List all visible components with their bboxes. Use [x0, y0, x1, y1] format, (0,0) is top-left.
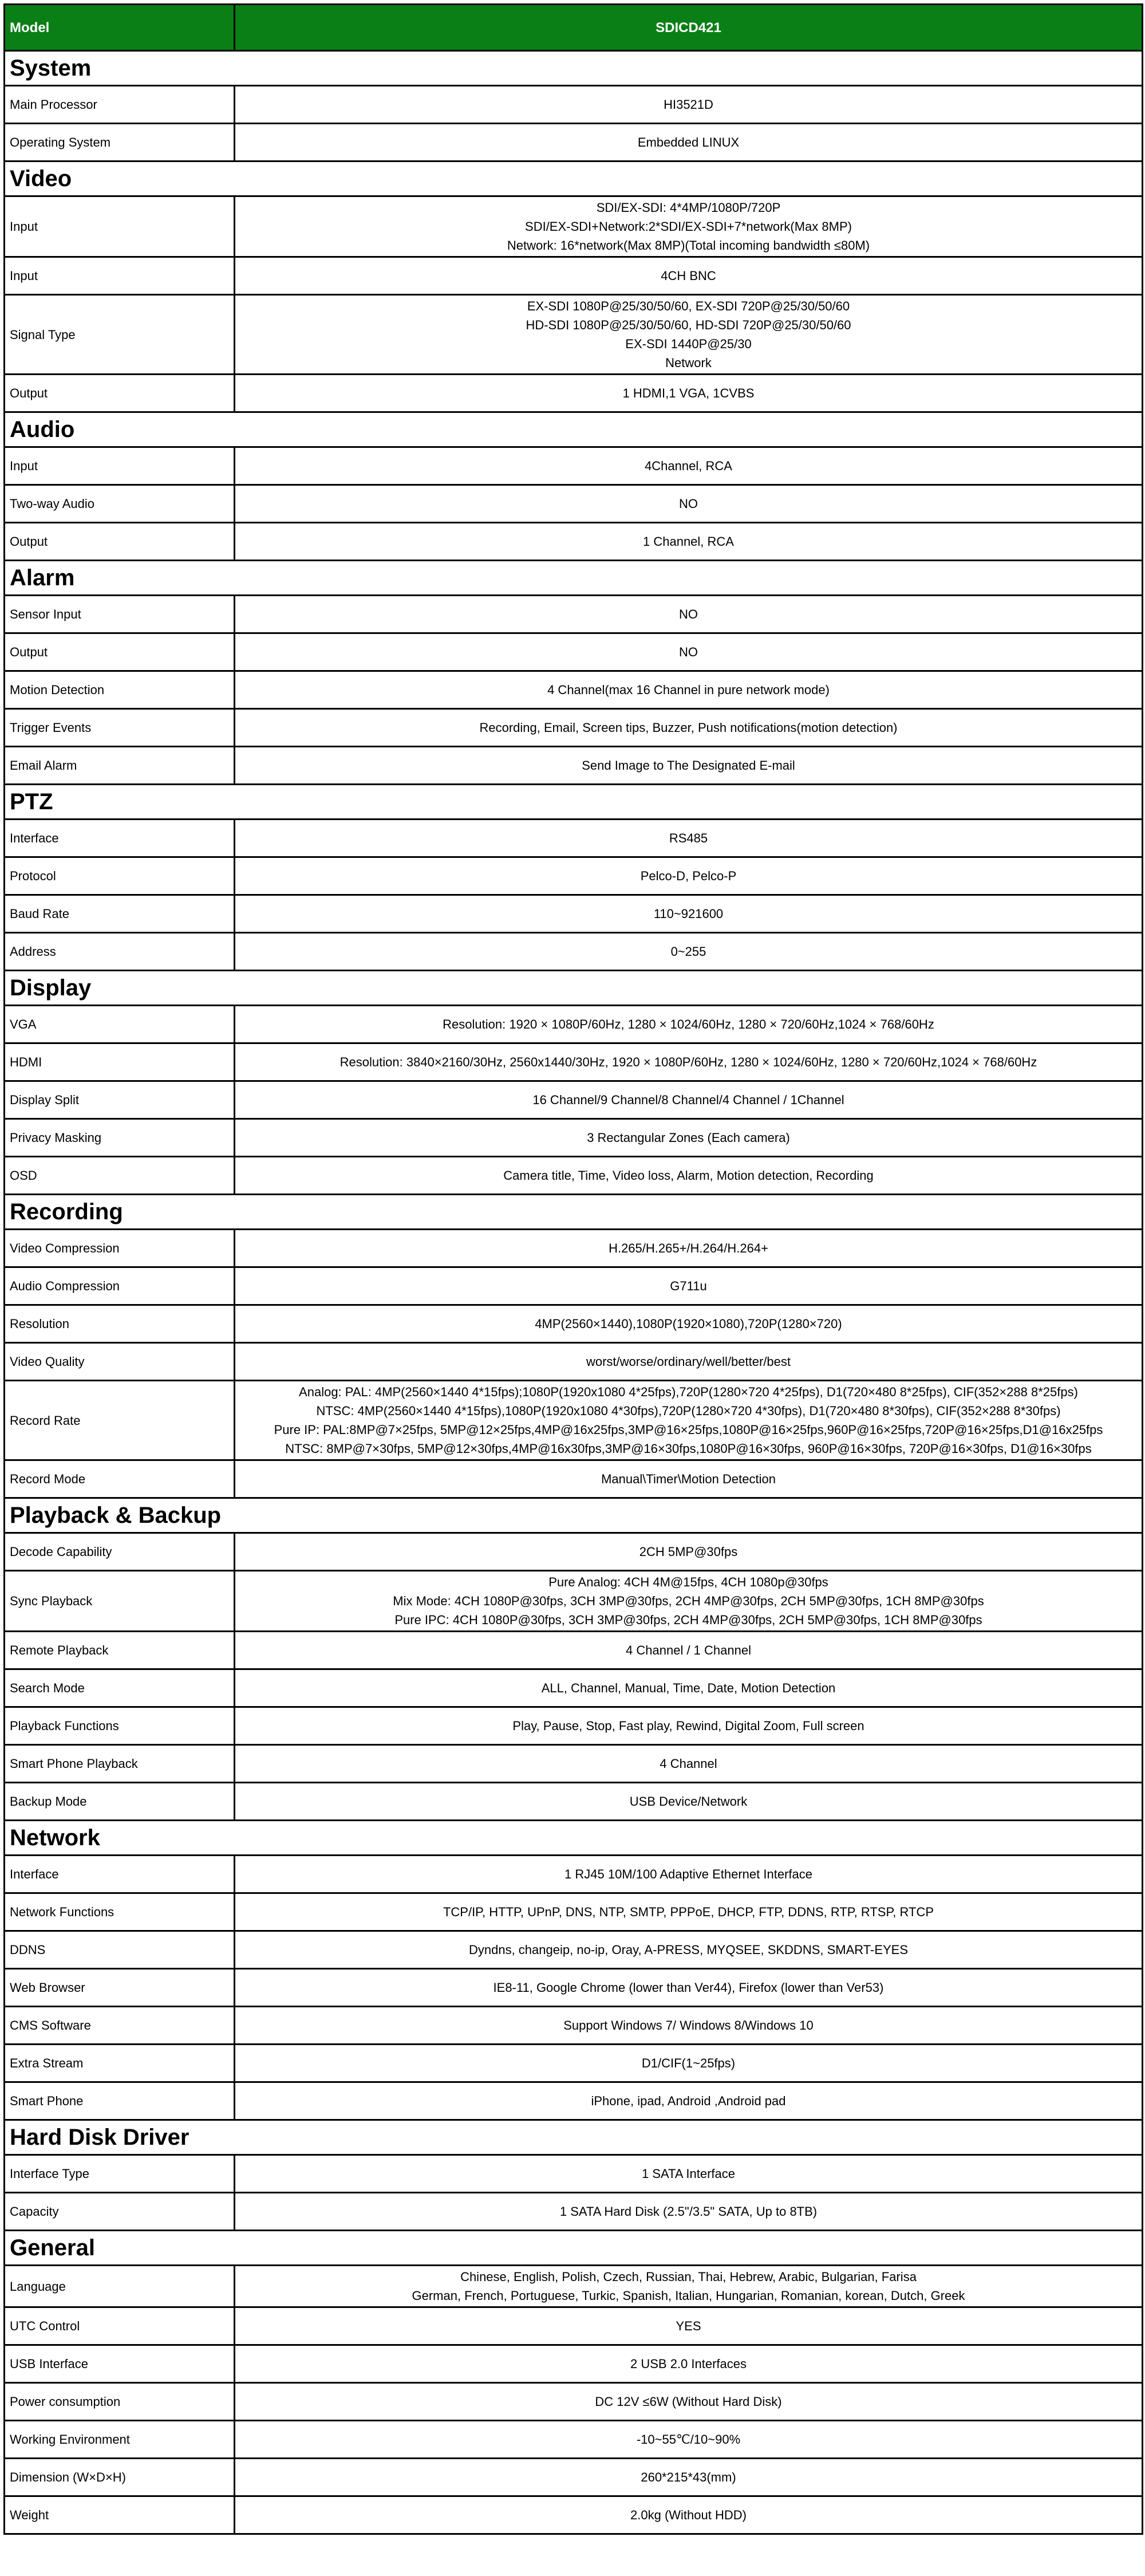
spec-value: Play, Pause, Stop, Fast play, Rewind, Digital Zoom, Full screen — [235, 1707, 1143, 1745]
spec-label: Web Browser — [5, 1969, 235, 2007]
table-row — [5, 257, 1143, 295]
spec-label: Working Environment — [5, 2421, 235, 2459]
spec-label: Remote Playback — [5, 1632, 235, 1669]
table-row — [5, 523, 1143, 561]
spec-label: Interface — [5, 1856, 235, 1893]
spec-label: Operating System — [5, 124, 235, 162]
spec-value: Resolution: 1920 × 1080P/60Hz, 1280 × 1024/60Hz, 1280 × 720/60Hz,1024 × 768/60Hz — [235, 1006, 1143, 1043]
table-row — [5, 596, 1143, 633]
spec-label: Capacity — [5, 2193, 235, 2231]
section-title: Network — [5, 1821, 1143, 1856]
spec-value: D1/CIF(1~25fps) — [235, 2045, 1143, 2082]
spec-label: Trigger Events — [5, 709, 235, 747]
spec-label: Power consumption — [5, 2383, 235, 2421]
table-header-row — [5, 5, 1143, 51]
spec-label: Two-way Audio — [5, 485, 235, 523]
spec-label: Resolution — [5, 1305, 235, 1343]
spec-label: Audio Compression — [5, 1267, 235, 1305]
table-row — [5, 1305, 1143, 1343]
spec-label: Output — [5, 375, 235, 412]
spec-label: Motion Detection — [5, 671, 235, 709]
spec-label: Signal Type — [5, 295, 235, 375]
spec-value: 3 Rectangular Zones (Each camera) — [235, 1119, 1143, 1157]
spec-value: Recording, Email, Screen tips, Buzzer, Push notifications(motion detection) — [235, 709, 1143, 747]
table-row — [5, 1969, 1143, 2007]
spec-value: 1 HDMI,1 VGA, 1CVBS — [235, 375, 1143, 412]
table-row — [5, 2007, 1143, 2045]
table-row — [5, 820, 1143, 857]
section-heading-row — [5, 785, 1143, 820]
spec-value: EX-SDI 1080P@25/30/50/60, EX-SDI 720P@25/30/50/60 HD-SDI 1080P@25/30/50/60, HD-SDI 720P@25/30/50/60 EX-SDI 1440P@25/30 Network — [235, 295, 1143, 375]
spec-label: Interface Type — [5, 2155, 235, 2193]
spec-label: Sensor Input — [5, 596, 235, 633]
spec-label: Input — [5, 196, 235, 257]
table-row — [5, 1381, 1143, 1460]
table-row — [5, 86, 1143, 124]
table-row — [5, 1632, 1143, 1669]
spec-label: Decode Capability — [5, 1533, 235, 1571]
table-row — [5, 124, 1143, 162]
table-row — [5, 1707, 1143, 1745]
spec-label: Dimension (W×D×H) — [5, 2459, 235, 2496]
table-row — [5, 857, 1143, 895]
table-row — [5, 2266, 1143, 2307]
table-row — [5, 2193, 1143, 2231]
spec-value: G711u — [235, 1267, 1143, 1305]
spec-value: 4 Channel / 1 Channel — [235, 1632, 1143, 1669]
spec-label: Playback Functions — [5, 1707, 235, 1745]
spec-label: Record Rate — [5, 1381, 235, 1460]
table-row — [5, 295, 1143, 375]
section-heading-row — [5, 1821, 1143, 1856]
spec-value: 2 USB 2.0 Interfaces — [235, 2345, 1143, 2383]
spec-label: Input — [5, 257, 235, 295]
spec-label: Main Processor — [5, 86, 235, 124]
table-row — [5, 895, 1143, 933]
spec-value: 4 Channel — [235, 1745, 1143, 1783]
table-row — [5, 2496, 1143, 2534]
spec-value: USB Device/Network — [235, 1783, 1143, 1821]
spec-value: 110~921600 — [235, 895, 1143, 933]
section-title: General — [5, 2231, 1143, 2266]
table-row — [5, 196, 1143, 257]
table-row — [5, 1571, 1143, 1632]
table-row — [5, 2345, 1143, 2383]
table-row — [5, 933, 1143, 971]
table-row — [5, 1931, 1143, 1969]
table-row — [5, 747, 1143, 785]
spec-value: TCP/IP, HTTP, UPnP, DNS, NTP, SMTP, PPPoE, DHCP, FTP, DDNS, RTP, RTSP, RTCP — [235, 1893, 1143, 1931]
section-heading-row — [5, 971, 1143, 1006]
table-row — [5, 1745, 1143, 1783]
spec-label: OSD — [5, 1157, 235, 1195]
spec-label: Input — [5, 447, 235, 485]
table-row — [5, 1230, 1143, 1267]
table-row — [5, 1893, 1143, 1931]
spec-label: VGA — [5, 1006, 235, 1043]
spec-value: Resolution: 3840×2160/30Hz, 2560x1440/30Hz, 1920 × 1080P/60Hz, 1280 × 1024/60Hz, 1280 × 720/60Hz,1024 × 768/60Hz — [235, 1043, 1143, 1081]
section-title: Display — [5, 971, 1143, 1006]
section-heading-row — [5, 561, 1143, 596]
spec-label: Output — [5, 633, 235, 671]
spec-value: NO — [235, 596, 1143, 633]
spec-value: IE8-11, Google Chrome (lower than Ver44), Firefox (lower than Ver53) — [235, 1969, 1143, 2007]
spec-value: 260*215*43(mm) — [235, 2459, 1143, 2496]
spec-label: Video Compression — [5, 1230, 235, 1267]
spec-value: Embedded LINUX — [235, 124, 1143, 162]
table-row — [5, 485, 1143, 523]
spec-value: 1 SATA Interface — [235, 2155, 1143, 2193]
spec-value: 0~255 — [235, 933, 1143, 971]
section-heading-row — [5, 2120, 1143, 2155]
table-row — [5, 375, 1143, 412]
table-row — [5, 1343, 1143, 1381]
spec-value: 4 Channel(max 16 Channel in pure network mode) — [235, 671, 1143, 709]
spec-label: Output — [5, 523, 235, 561]
section-title: Recording — [5, 1195, 1143, 1230]
table-row — [5, 633, 1143, 671]
section-title: Hard Disk Driver — [5, 2120, 1143, 2155]
section-heading-row — [5, 162, 1143, 196]
spec-label: Sync Playback — [5, 1571, 235, 1632]
table-row — [5, 1081, 1143, 1119]
spec-label: Address — [5, 933, 235, 971]
spec-value: Analog: PAL: 4MP(2560×1440 4*15fps);1080P(1920x1080 4*25fps),720P(1280×720 4*25fps), D1(720×480 8*25fps), CIF(352×288 8*25fps) NTSC: 4MP(2560×1440 4*15fps),1080P(1920x1080 4*30fps),720P(1280×720 4*30fps), D1(720×480 8*30fps), CIF(352×288 8*30fps) Pure IP: PAL:8MP@7×25fps, 5MP@12×25fps,4MP@16x25fps,3MP@16×25fps,1080P@16×25fps,960P@16×25fps,720P@16×25fps,D1@16x25fps NTSC: 8MP@7×30fps, 5MP@12×30fps,4MP@16x30fps,3MP@16×30fps,1080P@16×30fps, 960P@16×30fps, 720P@16×30fps, D1@16×30fps — [235, 1381, 1143, 1460]
section-title: Playback & Backup — [5, 1498, 1143, 1533]
spec-value: HI3521D — [235, 86, 1143, 124]
table-row — [5, 2045, 1143, 2082]
section-heading-row — [5, 51, 1143, 86]
spec-value: NO — [235, 633, 1143, 671]
table-row — [5, 1856, 1143, 1893]
spec-value: ALL, Channel, Manual, Time, Date, Motion Detection — [235, 1669, 1143, 1707]
spec-value: 4Channel, RCA — [235, 447, 1143, 485]
table-row — [5, 2383, 1143, 2421]
spec-value: Dyndns, changeip, no-ip, Oray, A-PRESS, MYQSEE, SKDDNS, SMART-EYES — [235, 1931, 1143, 1969]
section-heading-row — [5, 1195, 1143, 1230]
table-row — [5, 2459, 1143, 2496]
section-title: Audio — [5, 412, 1143, 447]
spec-value: 1 Channel, RCA — [235, 523, 1143, 561]
table-row — [5, 1533, 1143, 1571]
spec-value: SDI/EX-SDI: 4*4MP/1080P/720P SDI/EX-SDI+Network:2*SDI/EX-SDI+7*network(Max 8MP) Network: 16*network(Max 8MP)(Total incoming bandwidth ≤80M) — [235, 196, 1143, 257]
spec-label: Display Split — [5, 1081, 235, 1119]
spec-table — [3, 3, 1143, 2535]
spec-label: Network Functions — [5, 1893, 235, 1931]
section-title: PTZ — [5, 785, 1143, 820]
table-row — [5, 2307, 1143, 2345]
table-row — [5, 2155, 1143, 2193]
header-model-value: SDICD421 — [235, 5, 1143, 51]
spec-value: NO — [235, 485, 1143, 523]
spec-label: Interface — [5, 820, 235, 857]
header-label: Model — [5, 5, 235, 51]
spec-value: H.265/H.265+/H.264/H.264+ — [235, 1230, 1143, 1267]
spec-value: Pure Analog: 4CH 4M@15fps, 4CH 1080p@30fps Mix Mode: 4CH 1080P@30fps, 3CH 3MP@30fps, 2CH 4MP@30fps, 2CH 5MP@30fps, 1CH 8MP@30fps Pure IPC: 4CH 1080P@30fps, 3CH 3MP@30fps, 2CH 4MP@30fps, 2CH 5MP@30fps, 1CH 8MP@30fps — [235, 1571, 1143, 1632]
section-heading-row — [5, 1498, 1143, 1533]
spec-label: Smart Phone Playback — [5, 1745, 235, 1783]
table-row — [5, 709, 1143, 747]
spec-value: YES — [235, 2307, 1143, 2345]
spec-value: Support Windows 7/ Windows 8/Windows 10 — [235, 2007, 1143, 2045]
spec-value: 2.0kg (Without HDD) — [235, 2496, 1143, 2534]
spec-value: 4MP(2560×1440),1080P(1920×1080),720P(1280×720) — [235, 1305, 1143, 1343]
spec-value: 2CH 5MP@30fps — [235, 1533, 1143, 1571]
spec-sheet — [3, 3, 1142, 2535]
spec-value: DC 12V ≤6W (Without Hard Disk) — [235, 2383, 1143, 2421]
spec-label: Language — [5, 2266, 235, 2307]
spec-label: Smart Phone — [5, 2082, 235, 2120]
spec-value: Send Image to The Designated E-mail — [235, 747, 1143, 785]
spec-label: DDNS — [5, 1931, 235, 1969]
spec-label: USB Interface — [5, 2345, 235, 2383]
table-row — [5, 1119, 1143, 1157]
table-row — [5, 1460, 1143, 1498]
table-row — [5, 1006, 1143, 1043]
spec-value: RS485 — [235, 820, 1143, 857]
spec-label: Email Alarm — [5, 747, 235, 785]
spec-value: 4CH BNC — [235, 257, 1143, 295]
spec-label: HDMI — [5, 1043, 235, 1081]
spec-label: Protocol — [5, 857, 235, 895]
spec-value: -10~55℃/10~90% — [235, 2421, 1143, 2459]
section-title: Video — [5, 162, 1143, 196]
table-row — [5, 1267, 1143, 1305]
table-row — [5, 1157, 1143, 1195]
table-row — [5, 1669, 1143, 1707]
table-row — [5, 2421, 1143, 2459]
spec-label: Extra Stream — [5, 2045, 235, 2082]
spec-label: Search Mode — [5, 1669, 235, 1707]
section-title: System — [5, 51, 1143, 86]
spec-label: Record Mode — [5, 1460, 235, 1498]
spec-value: iPhone, ipad, Android ,Android pad — [235, 2082, 1143, 2120]
section-title: Alarm — [5, 561, 1143, 596]
spec-value: worst/worse/ordinary/well/better/best — [235, 1343, 1143, 1381]
spec-value: 1 RJ45 10M/100 Adaptive Ethernet Interface — [235, 1856, 1143, 1893]
section-heading-row — [5, 2231, 1143, 2266]
spec-label: Backup Mode — [5, 1783, 235, 1821]
table-row — [5, 2082, 1143, 2120]
spec-value: Camera title, Time, Video loss, Alarm, Motion detection, Recording — [235, 1157, 1143, 1195]
spec-value: 1 SATA Hard Disk (2.5"/3.5" SATA, Up to 8TB) — [235, 2193, 1143, 2231]
spec-label: CMS Software — [5, 2007, 235, 2045]
table-row — [5, 671, 1143, 709]
spec-value: Manual\Timer\Motion Detection — [235, 1460, 1143, 1498]
spec-value: Chinese, English, Polish, Czech, Russian, Thai, Hebrew, Arabic, Bulgarian, Farisa German, French, Portuguese, Turkic, Spanish, Italian, Hungarian, Romanian, korean, Dutch, Greek — [235, 2266, 1143, 2307]
spec-label: UTC Control — [5, 2307, 235, 2345]
spec-label: Weight — [5, 2496, 235, 2534]
table-row — [5, 1043, 1143, 1081]
spec-value: 16 Channel/9 Channel/8 Channel/4 Channel / 1Channel — [235, 1081, 1143, 1119]
table-row — [5, 447, 1143, 485]
spec-value: Pelco-D, Pelco-P — [235, 857, 1143, 895]
spec-label: Video Quality — [5, 1343, 235, 1381]
spec-label: Baud Rate — [5, 895, 235, 933]
table-row — [5, 1783, 1143, 1821]
spec-label: Privacy Masking — [5, 1119, 235, 1157]
section-heading-row — [5, 412, 1143, 447]
